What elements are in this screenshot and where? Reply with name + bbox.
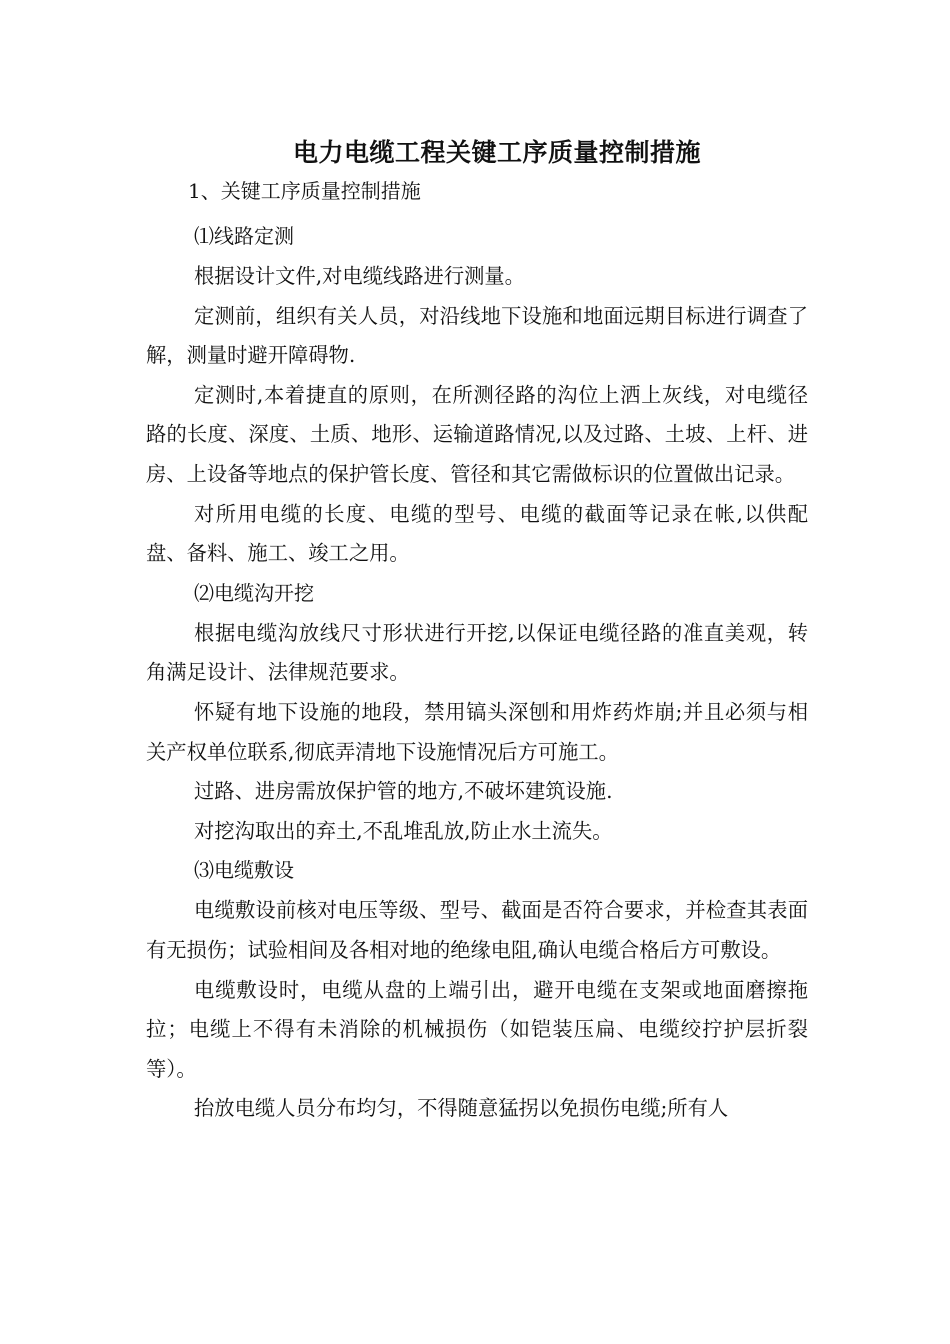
paragraph: 根据设计文件,对电缆线路进行测量。 <box>194 264 525 288</box>
paragraph: 电缆敷设时，电缆从盘的上端引出，避开电缆在支架或地面磨擦拖拉；电缆上不得有未消除的机械损伤（如铠装压扁、电缆绞拧护层折裂等）。 <box>146 977 808 1081</box>
subheading-cable-laying: ⑶电缆敷设 <box>194 858 294 883</box>
section-heading: 1、关键工序质量控制措施 <box>188 179 421 203</box>
paragraph: 根据电缆沟放线尺寸形状进行开挖,以保证电缆径路的准直美观，转角满足设计、法律规范要求。 <box>146 620 808 685</box>
document-title: 电力电缆工程关键工序质量控制措施 <box>292 138 701 167</box>
paragraph: 电缆敷设前核对电压等级、型号、截面是否符合要求，并检查其表面有无损伤；试验相间及各相对地的绝缘电阻,确认电缆合格后方可敷设。 <box>146 898 808 962</box>
subheading-route-survey: ⑴线路定测 <box>194 224 294 248</box>
paragraph: 过路、进房需放保护管的地方,不破坏建筑设施. <box>194 779 613 804</box>
paragraph: 对挖沟取出的弃土,不乱堆乱放,防止水土流失。 <box>194 818 613 843</box>
paragraph: 定测时,本着捷直的原则，在所测径路的沟位上洒上灰线，对电缆径路的长度、深度、土质、地形、运输道路情况,以及过路、土坡、上杆、进房、上设备等地点的保护管长度、管径和其它需做标识的位置做出记录。 <box>146 382 808 486</box>
paragraph: 怀疑有地下设施的地段，禁用镐头深刨和用炸药炸崩;并且必须与相关产权单位联系,彻底弄清地下设施情况后方可施工。 <box>146 699 808 764</box>
subheading-trench-excavation: ⑵电缆沟开挖 <box>194 580 314 605</box>
paragraph: 定测前，组织有关人员，对沿线地下设施和地面远期目标进行调查了解，测量时避开障碍物. <box>146 303 808 368</box>
paragraph: 抬放电缆人员分布均匀，不得随意猛拐以免损伤电缆;所有人 <box>194 1096 729 1121</box>
paragraph: 对所用电缆的长度、电缆的型号、电缆的截面等记录在帐,以供配盘、备料、施工、竣工之用。 <box>146 501 808 566</box>
document-page <box>146 134 808 1129</box>
